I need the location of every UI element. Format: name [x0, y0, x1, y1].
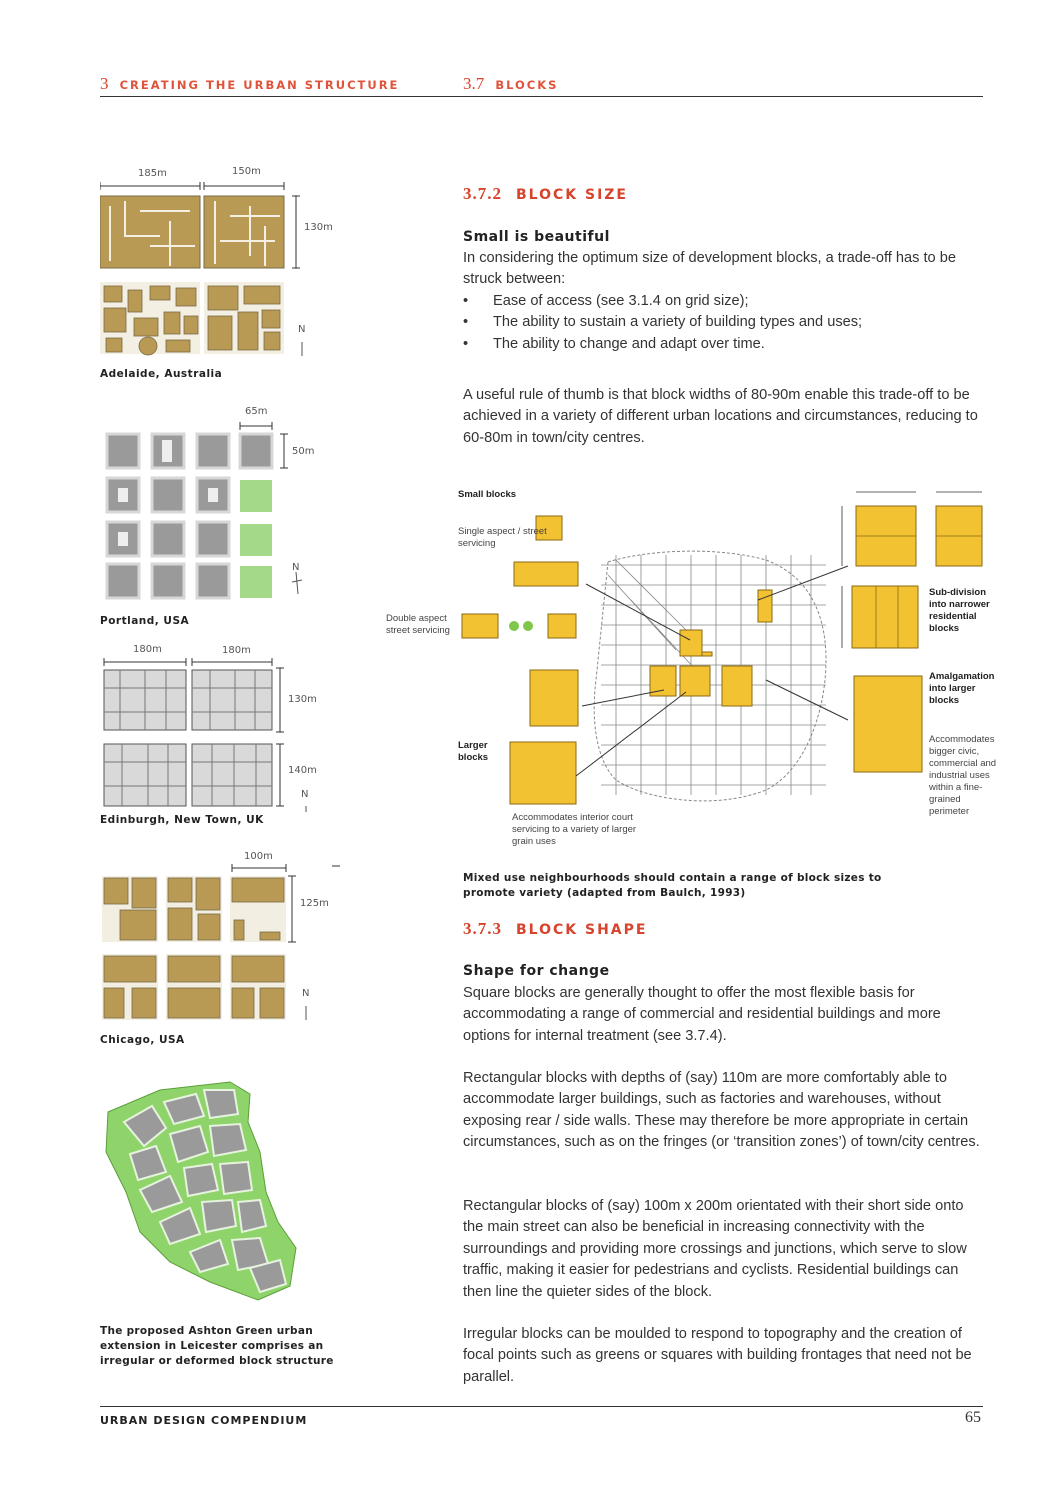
- adelaide-dim-185: 185m: [138, 168, 167, 179]
- section-373-subheading: Shape for change: [463, 963, 610, 979]
- running-header: [100, 74, 399, 94]
- chicago-figure: [100, 848, 340, 1028]
- chicago-dim-125: 125m: [300, 898, 329, 909]
- diagram-accommodates-interior: Accommodates interior court servicing to a variety of larger grain uses: [512, 812, 637, 847]
- section-373-para-4: Irregular blocks can be moulded to respond to topography and the creation of focal points such as greens or squares with building frontages that need not be parallel.: [463, 1326, 972, 1385]
- edinburgh-dim-180b: 180m: [222, 645, 251, 656]
- edinburgh-dim-140: 140m: [288, 765, 317, 776]
- diagram-subdivision: Sub-division into narrower residential blocks: [929, 587, 990, 634]
- bullet-item: • The ability to sustain a variety of building types and uses;: [463, 312, 983, 333]
- chicago-caption: Chicago, USA: [100, 1034, 185, 1046]
- section-372-para: A useful rule of thumb is that block widths of 80-90m enable this trade-off to be achieved in a variety of different urban locations and circumstances, reducing to 60-80m in town/city centres.: [463, 387, 978, 446]
- adelaide-map: [100, 166, 340, 366]
- adelaide-figure: [100, 166, 340, 366]
- section-372-intro: In considering the optimum size of development blocks, a trade-off has to be struck between:: [463, 250, 956, 288]
- section-header: [463, 74, 558, 94]
- footer-title: URBAN DESIGN COMPENDIUM: [100, 1414, 308, 1427]
- section-373-para-3: Rectangular blocks of (say) 100m x 200m orientated with their short side onto the main street can also be beneficial in increasing connectivity with the surroundings and providing more crossings and junctions, which serve to slow traffic, making it easier for pedestrians and cyclists. Residential buildings can then line the quieter sides of the block.: [463, 1198, 967, 1300]
- edinburgh-map: [100, 640, 340, 812]
- diagram-caption: Mixed use neighbourhoods should contain a range of block sizes to promote variety (adapted from Baulch, 1993): [463, 872, 882, 899]
- ashton-caption: The proposed Ashton Green urban extension in Leicester comprises an irregular or deformed block structure: [100, 1325, 334, 1367]
- section-373-para-2: Rectangular blocks with depths of (say) 110m are more comfortably able to accommodate larger buildings, such as factories and warehouses, without exposing rear / side walls. These may therefore be more appropriate in certain circumstances, such as on the fringes (or ‘transition zones’) of town/city centres.: [463, 1070, 980, 1151]
- page-number: 65: [965, 1409, 981, 1426]
- edinburgh-caption: Edinburgh, New Town, UK: [100, 814, 264, 826]
- adelaide-dim-150: 150m: [232, 166, 261, 177]
- portland-dim-65: 65m: [245, 406, 268, 417]
- chicago-map: [100, 848, 340, 1028]
- section-372-heading: [463, 184, 628, 204]
- adelaide-north: N: [298, 324, 306, 335]
- portland-north: N: [292, 562, 300, 573]
- chicago-dim-100: 100m: [244, 851, 273, 862]
- section-372-subheading: Small is beautiful: [463, 229, 610, 245]
- chapter-number: 3: [100, 74, 109, 93]
- chapter-title: CREATING THE URBAN STRUCTURE: [119, 78, 400, 92]
- chicago-north: N: [302, 988, 310, 999]
- edinburgh-dim-130: 130m: [288, 694, 317, 705]
- portland-dim-50: 50m: [292, 446, 315, 457]
- adelaide-dim-130: 130m: [304, 222, 333, 233]
- section-372-bullets: [463, 291, 983, 355]
- portland-figure: [100, 404, 340, 604]
- bullet-item: • The ability to change and adapt over time.: [463, 334, 983, 355]
- edinburgh-dim-180a: 180m: [133, 644, 162, 655]
- section-373-title: BLOCK SHAPE: [516, 922, 648, 938]
- portland-caption: Portland, USA: [100, 615, 190, 627]
- ashton-green-map: [100, 1072, 320, 1308]
- footer-rule: [100, 1406, 983, 1407]
- section-372-number: 3.7.2: [463, 184, 502, 203]
- diagram-larger-blocks: Larger blocks: [458, 740, 489, 763]
- section-372-title: BLOCK SIZE: [516, 187, 628, 203]
- ashton-green-figure: [100, 1072, 320, 1308]
- edinburgh-figure: [100, 640, 340, 812]
- diagram-amalgamation: Amalgamation into larger blocks: [929, 671, 995, 706]
- section-title: BLOCKS: [495, 78, 559, 92]
- portland-map: [100, 404, 340, 604]
- diagram-double-aspect: Double aspect street servicing: [386, 613, 450, 636]
- block-size-diagram: [386, 480, 1002, 860]
- section-number: 3.7: [463, 74, 485, 93]
- diagram-single-aspect: Single aspect / street servicing: [458, 526, 547, 549]
- section-373-heading: [463, 919, 647, 939]
- adelaide-caption: Adelaide, Australia: [100, 368, 223, 380]
- section-373-number: 3.7.3: [463, 919, 502, 938]
- header-rule: [100, 96, 983, 97]
- diagram-accommodates-bigger: Accommodates bigger civic, commercial and industrial uses within a fine-grained perimeter: [929, 734, 997, 817]
- edinburgh-north: N: [301, 789, 309, 800]
- section-373-para-1: Square blocks are generally thought to offer the most flexible basis for accommodating a range of commercial and residential buildings and more options for internal treatment (see 3.7.4).: [463, 985, 941, 1044]
- bullet-item: • Ease of access (see 3.1.4 on grid size);: [463, 291, 983, 312]
- diagram-small-blocks: Small blocks: [458, 489, 517, 500]
